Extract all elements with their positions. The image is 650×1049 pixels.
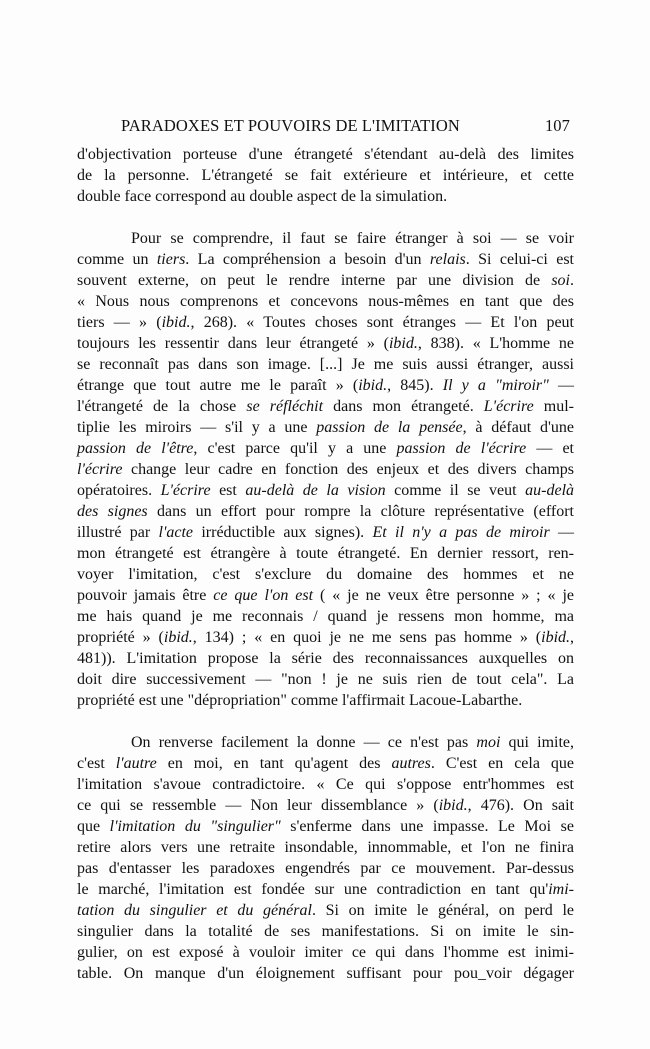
text-run: étrange que tout autre me le paraît » ( [77, 377, 359, 394]
text-run: Pour se comprendre, il faut se faire étranger à soi — se voir [131, 230, 574, 247]
text-line [77, 879, 574, 900]
italic-text: ce que l'on est [213, 587, 314, 604]
italic-text: l'acte [158, 524, 194, 541]
italic-text: passion de l'être [77, 440, 194, 457]
text-run: table. On manque d'un éloignement suffisant pour pou_voir dégager [77, 965, 574, 982]
italic-text: ibid. [358, 377, 388, 394]
italic-text: au-delà de la vision [245, 482, 386, 499]
text-run: l'étrangeté de la chose [77, 398, 247, 415]
text-run: mul- [533, 398, 575, 415]
text-run: comme il se veut [385, 482, 526, 499]
text-line [77, 396, 574, 417]
text-line [77, 354, 574, 375]
text-run: voyer l'imitation, c'est s'exclure du domaine des hommes et ne [77, 566, 574, 583]
text-run: illustré par [77, 524, 159, 541]
paragraph [77, 228, 574, 711]
text-line [77, 669, 574, 690]
text-line [77, 438, 574, 459]
text-run: , 845). [387, 377, 443, 394]
page-number: 107 [544, 116, 570, 135]
text-run: . Si celui-ci est [465, 251, 574, 268]
text-run: , 476). On sait [467, 797, 575, 814]
text-run: ( « je ne veux être personne » ; « je [313, 587, 575, 604]
italic-text: l'autre [115, 755, 157, 772]
text-run: qui imite, [500, 734, 575, 751]
text-run: pouvoir jamais être [77, 587, 214, 604]
text-run: — et [526, 440, 575, 457]
text-line [77, 774, 574, 795]
text-line [77, 291, 574, 312]
italic-text: l'imitation du "singulier" [109, 818, 281, 835]
text-line [77, 522, 574, 543]
text-run: « Nous nous comprenons et concevons nous-mêmes en tant que des [77, 293, 574, 310]
text-line [77, 270, 574, 291]
italic-text: tiers [156, 251, 186, 268]
text-run: dans un effort pour rompre la clôture représentative (effort [147, 503, 575, 520]
text-run: pas d'entasser les paradoxes engendrés par ce mouvement. Par-dessus [77, 860, 574, 877]
italic-text: Il y a "miroir" [442, 377, 549, 394]
text-run: , c'est parce qu'il y a une [193, 440, 397, 457]
text-run: se reconnaît pas dans son image. [...] Je me suis aussi étranger, aussi [77, 356, 574, 373]
italic-text: ibid. [438, 797, 468, 814]
italic-text: ibid. [388, 335, 418, 352]
running-head-title: PARADOXES ET POUVOIRS DE L'IMITATION [121, 116, 460, 135]
text-run: tiplie les miroirs — s'il y a une [77, 419, 317, 436]
italic-text: tation du singulier et du général [77, 902, 312, 919]
text-run: l'imitation s'avoue contradictoire. « Ce qui s'oppose entr'hommes est [77, 776, 574, 793]
italic-text: passion de la pensée [316, 419, 463, 436]
italic-text: ibid. [541, 629, 571, 646]
italic-text: ibid. [161, 314, 191, 331]
text-run: retire alors vers une retraite insondable, innommable, et l'on ne finira [77, 839, 574, 856]
text-line [77, 942, 574, 963]
text-line [77, 501, 574, 522]
text-run: doit dire successivement — "non ! je ne suis rien de tout cela". La [77, 671, 574, 688]
text-line [77, 543, 574, 564]
italic-text: Et il n'y a pas de miroir [372, 524, 550, 541]
text-run: comme un [77, 251, 157, 268]
text-line [77, 375, 574, 396]
text-run: ce qui se ressemble — Non leur dissemblance » ( [77, 797, 439, 814]
text-line [77, 480, 574, 501]
text-run: , à défaut d'une [462, 419, 575, 436]
text-run: propriété » ( [77, 629, 164, 646]
italic-text: soi [551, 272, 570, 289]
italic-text: ibid. [163, 629, 193, 646]
text-run: me hais quand je me reconnais / quand je ressens mon homme, ma [77, 608, 574, 625]
italic-text: moi [476, 734, 501, 751]
text-run: mon étrangeté est étrangère à toute étrangeté. En dernier ressort, ren- [77, 545, 574, 562]
text-run: propriété est une "dépropriation" comme l'affirmait Lacoue-Labarthe. [77, 692, 523, 709]
text-run: 481)). L'imitation propose la série des reconnaissances auxquelles on [77, 650, 574, 667]
italic-text: autres [391, 755, 431, 772]
text-run: que [77, 818, 110, 835]
text-run: . C'est en cela que [430, 755, 575, 772]
italic-text: relais [429, 251, 466, 268]
text-line [77, 564, 574, 585]
book-page [77, 114, 574, 984]
text-run: c'est [77, 755, 116, 772]
text-line [77, 417, 574, 438]
text-line [77, 627, 574, 648]
text-run: est [210, 482, 246, 499]
text-run: , 838). « L'homme ne [417, 335, 575, 352]
text-run: opératoires. [77, 482, 161, 499]
text-line [77, 165, 574, 186]
text-line [77, 144, 574, 165]
text-line [77, 963, 574, 984]
text-run: d'objectivation porteuse d'une étrangeté s'étendant au-delà des limites [77, 146, 574, 163]
italic-text: se réfléchit [246, 398, 324, 415]
text-run: On renverse facilement la donne — ce n'est pas [131, 734, 477, 751]
text-line [77, 837, 574, 858]
text-line [77, 648, 574, 669]
text-run: de la personne. L'étrangeté se fait extérieure et intérieure, et cette [77, 167, 574, 184]
text-line [77, 900, 574, 921]
text-run: — [549, 524, 575, 541]
running-head [77, 114, 574, 138]
text-run: . Si on imite le général, on perd le [311, 902, 575, 919]
text-run: en moi, en tant qu'agent des [156, 755, 392, 772]
italic-text: au-delà [525, 482, 575, 499]
text-line [77, 459, 574, 480]
text-run: toujours les ressentir dans leur étrangeté » ( [77, 335, 389, 352]
text-line [77, 732, 574, 753]
text-line [77, 333, 574, 354]
text-line [77, 690, 574, 711]
text-line [77, 816, 574, 837]
italic-text: passion de l'écrire [396, 440, 527, 457]
text-line [77, 249, 574, 270]
paragraph [77, 144, 574, 207]
text-run: tiers — » ( [77, 314, 162, 331]
body-text [77, 144, 574, 984]
text-run: . [570, 272, 574, 289]
text-run: irréductible aux signes). [193, 524, 373, 541]
italic-text: L'écrire [483, 398, 534, 415]
text-run: singulier dans la totalité de ses manifestations. Si on imite le sin- [77, 923, 574, 940]
text-run: gulier, on est exposé à vouloir imiter ce qui dans l'homme est inimi- [77, 944, 574, 961]
paragraph [77, 732, 574, 984]
italic-text: des signes [77, 503, 148, 520]
text-line [77, 585, 574, 606]
text-run: , 268). « Toutes choses sont étranges — Et l'on peut [190, 314, 574, 331]
text-line [77, 753, 574, 774]
text-run: double face correspond au double aspect de la simulation. [77, 188, 448, 205]
text-line [77, 606, 574, 627]
text-line [77, 921, 574, 942]
text-line [77, 858, 574, 879]
text-run: souvent externe, on peut le rendre interne par une division de [77, 272, 552, 289]
text-run: change leur cadre en fonction des enjeux et des divers champs [122, 461, 574, 478]
text-run: dans mon étrangeté. [323, 398, 484, 415]
text-line [77, 795, 574, 816]
text-line [77, 186, 574, 207]
text-run: , [570, 629, 575, 646]
text-run: — [548, 377, 575, 394]
italic-text: L'écrire [160, 482, 211, 499]
text-run: , 134) ; « en quoi je ne me sens pas homme » ( [192, 629, 542, 646]
text-line [77, 228, 574, 249]
text-run: le marché, l'imitation est fondée sur une contradiction en tant qu' [77, 881, 549, 898]
text-run: s'enferme dans une impasse. Le Moi se [280, 818, 574, 835]
text-run: . La compréhension a besoin d'un [185, 251, 430, 268]
italic-text: imi- [548, 881, 574, 898]
text-line [77, 312, 574, 333]
italic-text: l'écrire [77, 461, 123, 478]
